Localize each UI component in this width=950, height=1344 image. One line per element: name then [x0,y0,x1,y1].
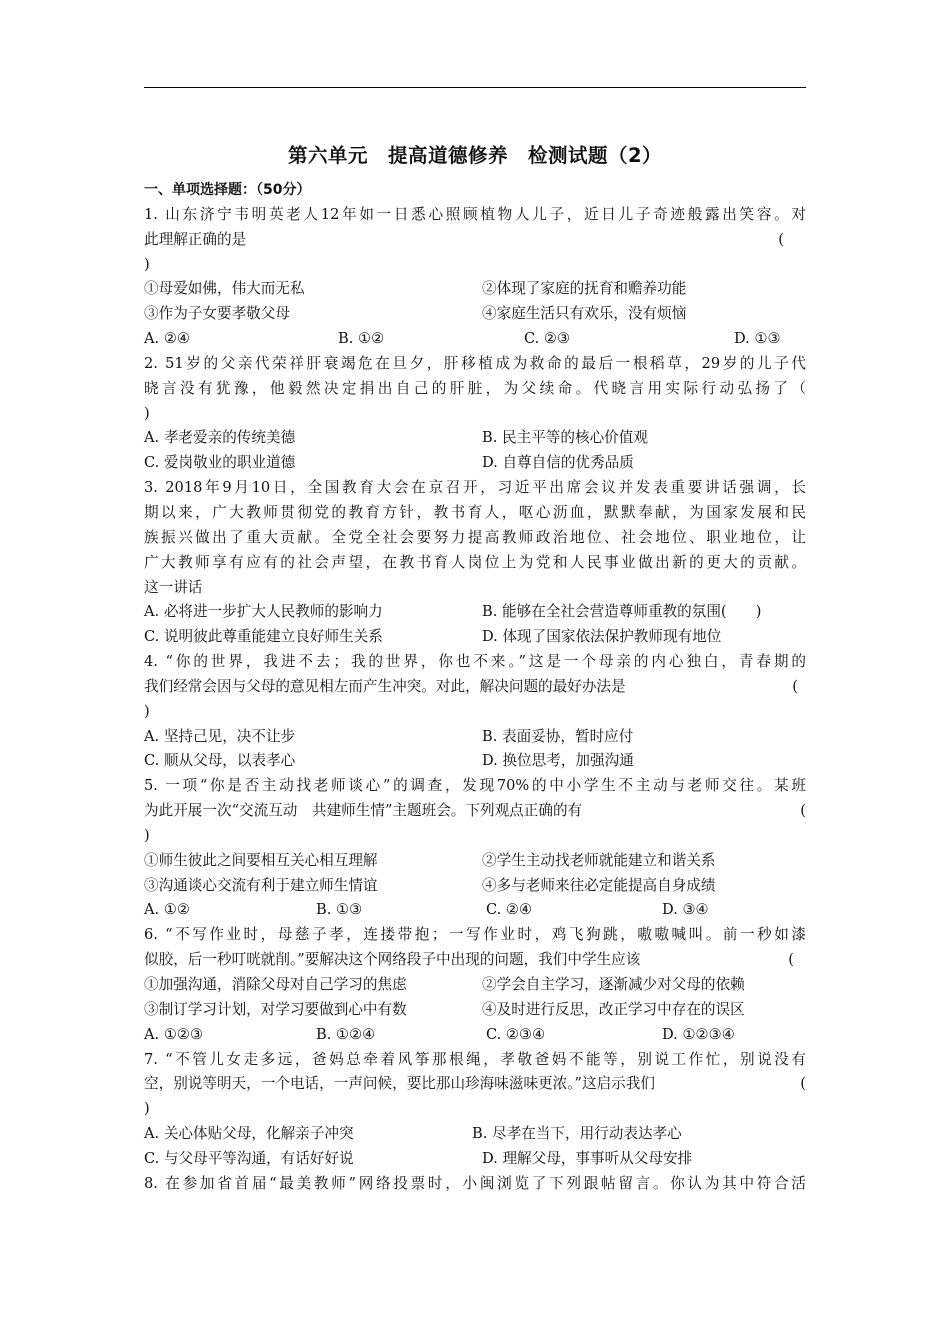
option-d[interactable]: D. ③④ [662,901,709,919]
statement-row [144,302,806,327]
option-a[interactable]: A. 孝老爱亲的传统美德 [144,429,296,447]
answer-paren-close: ) [144,1100,150,1118]
question-stem-line: 期以来，广大教师贯彻党的教育方针，教书育人，呕心沥血，默默奉献，为国家发展和民 [144,503,806,521]
answer-paren-close: ) [144,255,150,273]
option-d[interactable]: D. 理解父母，事事听从父母安排 [482,1149,693,1167]
question-stem-line: 6. “不写作业时，母慈子孝，连搂带抱；一写作业时，鸡飞狗跳，嗷嗷喊叫。前一秒如漆 [144,926,806,944]
answer-paren-open: ( [788,951,794,969]
option-d[interactable]: D. 换位思考，加强沟通 [482,752,634,770]
options-row [144,625,806,650]
options-row [144,451,806,476]
options-row [144,1122,806,1147]
option-a[interactable]: A. ②④ [144,330,190,348]
option-a[interactable]: A. ①② [144,901,190,919]
option-b[interactable]: B. ①②④ [316,1025,376,1043]
answer-paren-open: ( [800,802,806,820]
statement-row [144,973,806,998]
question-stem-line: 3. 2018年9月10日，全国教育大会在京召开，习近平出席会议并发表重要讲话强调，长 [144,479,806,497]
question-stem-line: 为此开展一次“交流互动 共建师生情”主题班会。下列观点正确的有 ( [144,799,806,824]
question-6 [144,923,806,1047]
option-b[interactable]: B. ①③ [316,901,363,919]
option-a[interactable]: A. 必将进一步扩大人民教师的影响力 [144,603,383,621]
header-rule [144,87,806,88]
question-stem-line: 晓言没有犹豫，他毅然决定捐出自己的肝脏，为父续命。代晓言用实际行动弘扬了（ [144,379,806,397]
option-c[interactable]: C. ②③ [524,330,571,348]
option-c[interactable]: C. 顺从父母，以表孝心 [144,752,296,770]
answer-paren-open: ( [792,677,798,695]
statement: ③制订学习计划，对学习要做到心中有数 [144,1000,407,1018]
question-5 [144,774,806,923]
options-row [144,898,806,923]
statement-row [144,874,806,899]
statement-row [144,277,806,302]
option-c[interactable]: C. 说明彼此尊重能建立良好师生关系 [144,628,383,646]
statement: ④多与老师来往必定能提高自身成绩 [482,876,716,894]
question-7 [144,1048,806,1172]
options-row [144,1147,806,1172]
statement-row [144,998,806,1023]
document-body [144,178,806,1197]
option-b[interactable]: B. 能够在全社会营造尊师重教的氛围( ) [482,603,762,621]
statement: ①师生彼此之间要相互关心相互理解 [144,851,378,869]
question-stem-line: 2. 51岁的父亲代荣祥肝衰竭危在旦夕，肝移植成为救命的最后一根稻草，29岁的儿子代 [144,354,806,372]
question-stem-line: 族振兴做出了重大贡献。全党全社会要努力提高教师政治地位、社会地位、职业地位，让 [144,528,806,546]
question-1 [144,203,806,352]
options-row [144,725,806,750]
section-heading: 一、单项选择题：（50分） [144,182,311,198]
options-row [144,327,806,352]
question-3 [144,476,806,650]
option-b[interactable]: B. ①② [338,330,385,348]
question-stem-line: 4. “你的世界，我进不去；我的世界，你也不来。”这是一个母亲的内心独白，青春期的 [144,653,806,671]
question-4 [144,650,806,774]
statement: ④家庭生活只有欢乐，没有烦恼 [482,305,687,323]
question-2 [144,352,806,476]
statement: ③沟通谈心交流有利于建立师生情谊 [144,876,378,894]
option-c[interactable]: C. ②④ [486,901,533,919]
question-stem-line: 我们经常会因与父母的意见相左而产生冲突。对此，解决问题的最好办法是 ( [144,675,806,700]
options-row [144,426,806,451]
page-title: 第六单元 提高道德修养 检测试题（2） [287,144,663,167]
option-c[interactable]: C. 与父母平等沟通，有话好好说 [144,1149,354,1167]
answer-paren-close: ) [144,702,150,720]
options-row [144,600,806,625]
option-a[interactable]: A. ①②③ [144,1025,204,1043]
question-stem-line: 8. 在参加省首届“最美教师”网络投票时，小闽浏览了下列跟帖留言。你认为其中符合活 [144,1174,806,1192]
question-stem-line: 似胶，后一秒叮咣就削。”要解决这个网络段子中出现的问题，我们中学生应该 ( [144,948,806,973]
statement: ①加强沟通，消除父母对自己学习的焦虑 [144,976,407,993]
statement: ②体现了家庭的抚育和赡养功能 [482,280,687,298]
options-row [144,749,806,774]
statement: ②学会自主学习，逐渐减少对父母的依赖 [482,976,745,993]
option-d[interactable]: D. 自尊自信的优秀品质 [482,454,634,472]
statement: ③作为子女要孝敬父母 [144,305,290,323]
option-b[interactable]: B. 尽孝在当下，用行动表达孝心 [472,1125,682,1143]
question-stem-line: 7. “不管儿女走多远，爸妈总牵着风筝那根绳，孝敬爸妈不能等，别说工作忙，别说没有 [144,1050,806,1068]
option-d[interactable]: D. ①③ [734,330,781,348]
option-a[interactable]: A. 关心体贴父母，化解亲子冲突 [144,1125,354,1143]
option-b[interactable]: B. 民主平等的核心价值观 [482,429,648,447]
answer-paren-open: ( [778,230,784,248]
option-d[interactable]: D. 体现了国家依法保护教师现有地位 [482,628,722,646]
option-b[interactable]: B. 表面妥协，暂时应付 [482,727,634,745]
options-row [144,1023,806,1048]
question-stem-line: 广大教师享有应有的社会声望，在教书育人岗位上为党和人民事业做出新的更大的贡献。 [144,553,806,571]
statement: ①母爱如佛，伟大而无私 [144,280,305,298]
answer-paren-open: ( [800,1075,806,1093]
statement-row [144,849,806,874]
option-d[interactable]: D. ①②③④ [662,1025,735,1043]
question-8 [144,1172,806,1197]
option-a[interactable]: A. 坚持己见，决不让步 [144,727,296,745]
question-stem-line: 5. 一项“你是否主动找老师谈心”的调查，发现70%的中小学生不主动与老师交往。某班 [144,777,806,795]
question-stem-line: 空，别说等明天，一个电话，一声问候，要比那山珍海味滋味更浓。”这启示我们 ( [144,1072,806,1097]
answer-paren-close: ) [144,404,150,422]
question-stem-line: 这一讲话 [144,578,203,596]
option-c[interactable]: C. ②③④ [486,1025,546,1043]
option-c[interactable]: C. 爱岗敬业的职业道德 [144,454,296,472]
question-stem-line: 1. 山东济宁韦明英老人12年如一日悉心照顾植物人儿子，近日儿子奇迹般露出笑容。对 [144,205,806,223]
statement: ②学生主动找老师就能建立和谐关系 [482,851,716,869]
answer-paren-close: ) [144,826,150,844]
question-stem-line: 此理解正确的是 ( [144,228,806,253]
statement: ④及时进行反思，改正学习中存在的误区 [482,1000,745,1018]
